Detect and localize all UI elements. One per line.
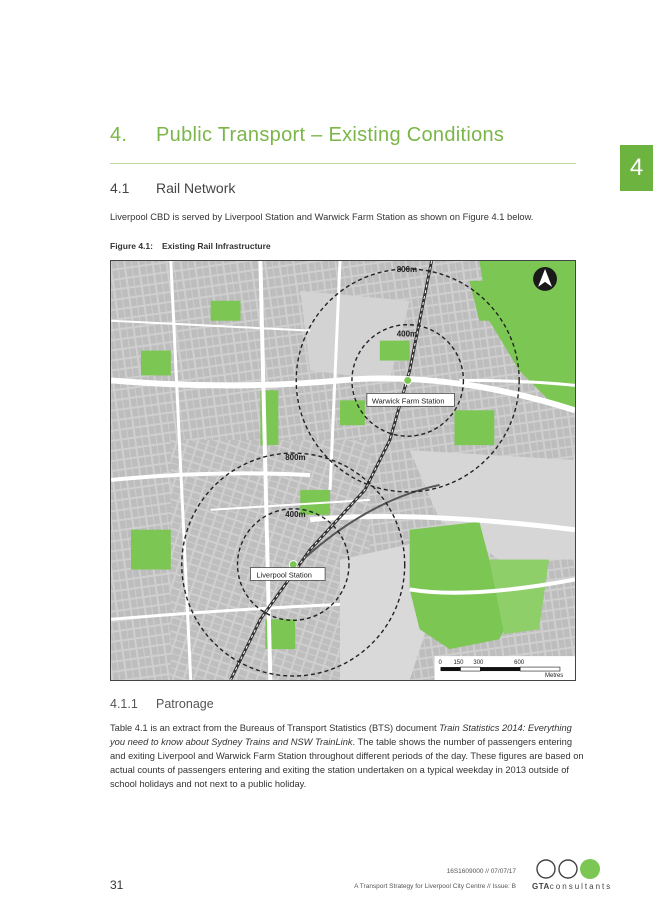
footer-reference: 16S1609000 // 07/07/17 (446, 868, 516, 875)
intro-paragraph: Liverpool CBD is served by Liverpool Station and Warwick Farm Station as shown on Figure 4.1 below. (110, 212, 534, 222)
scale-unit: Metres (545, 673, 564, 680)
subsection-number: 4.1.1 (110, 697, 138, 711)
title-divider (110, 163, 576, 164)
scale-segment (441, 667, 461, 671)
subsection-title: Patronage (156, 697, 214, 711)
scale-tick: 300 (473, 660, 484, 667)
park-area (340, 400, 365, 425)
footer-document-title: A Transport Strategy for Liverpool City Centre // Issue: B (354, 883, 516, 890)
scale-tick: 0 (438, 660, 442, 667)
figure-caption (110, 241, 271, 251)
scale-segment (460, 667, 480, 671)
park-area (380, 341, 410, 361)
chapter-tab: 4 (620, 145, 653, 191)
figure-label: Figure 4.1: (110, 241, 153, 251)
scale-tick: 600 (514, 660, 525, 667)
logo-circle-icon (559, 860, 577, 878)
chapter-title-text: Public Transport – Existing Conditions (156, 124, 505, 146)
warwick-farm-station-dot (404, 376, 412, 384)
park-area (131, 530, 171, 570)
figure-title: Existing Rail Infrastructure (162, 241, 271, 251)
section-title: Rail Network (156, 180, 236, 196)
page-number: 31 (110, 878, 124, 892)
scale-tick: 150 (453, 660, 464, 667)
rail-map (110, 260, 576, 681)
radius-label-800m: 800m (285, 453, 306, 463)
liverpool-station-label: Liverpool Station (256, 570, 312, 580)
logo-bold: GTA (532, 882, 550, 891)
chapter-number: 4. (110, 124, 128, 146)
logo-rest: consultants (549, 882, 613, 891)
radius-label-800m: 800m (396, 264, 418, 274)
patronage-paragraph (110, 721, 585, 791)
patronage-document-title: Train Statistics 2014: Everything you need to know about Sydney Trains and NSW TrainLink (110, 723, 572, 747)
subsection-heading (110, 697, 214, 711)
scale-segment (480, 667, 520, 671)
patronage-text-1: Table 4.1 is an extract from the Bureaus of Transport Statistics (BTS) document (110, 723, 440, 733)
park-area (454, 410, 494, 445)
chapter-title (110, 124, 504, 147)
radius-label-400m: 400m (285, 509, 306, 519)
section-number: 4.1 (110, 180, 130, 196)
warwick-farm-station-label: Warwick Farm Station (371, 396, 445, 406)
patronage-text-2: . The table shows the number of passengers entering and exiting Liverpool and Warwick Farm Station throughout different periods of the day. These figures are based on actual counts of passengers entering and exiting the station undertaken on a typical weekday in 2013 outside of school holidays and not next to a public holiday. (110, 737, 584, 789)
logo-circle-green-icon (580, 859, 600, 879)
park-area (141, 351, 171, 376)
park-area (211, 301, 241, 321)
scale-segment (520, 667, 560, 671)
logo-circle-icon (537, 860, 555, 878)
logo-wordmark (532, 882, 612, 891)
radius-label-400m: 400m (396, 329, 418, 339)
section-heading (110, 180, 235, 196)
